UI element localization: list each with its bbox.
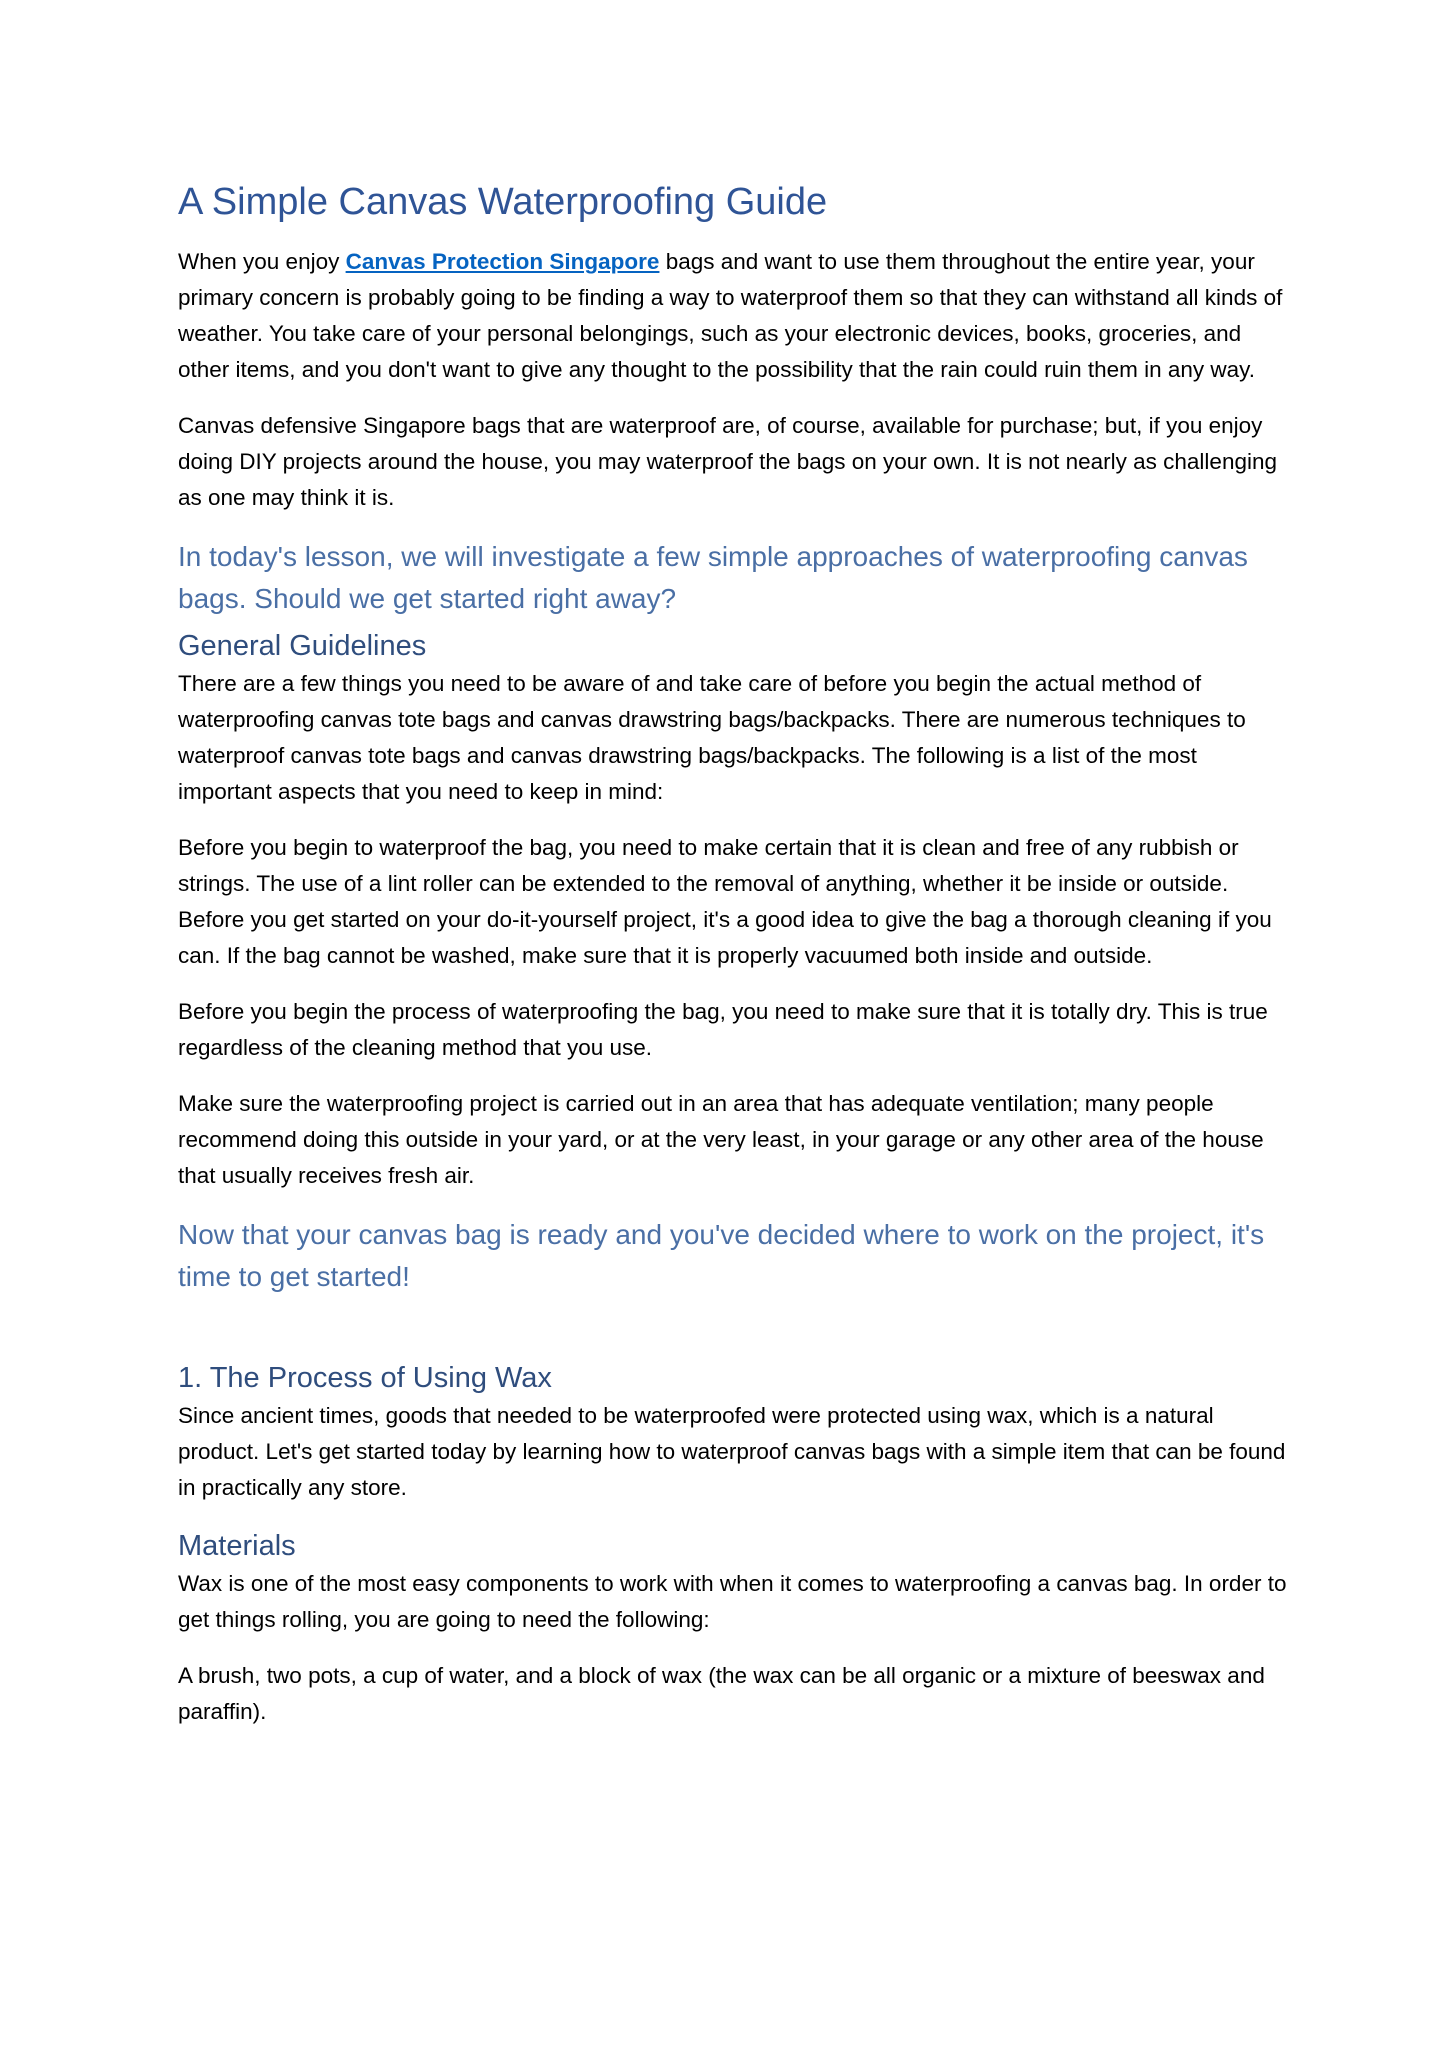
intro-text-end: bags and want to use them throughout the entire year, your primary concern is probably going to be finding a way to waterproof them so that they can withstand all kinds of weather. You take care of your personal belongings, such as your electronic devices, books, groceries, and other items, and you don't want to give any thought to the possibility that the rain could ruin them in any way. xyxy=(178,249,1283,382)
paragraph-ventilation: Make sure the waterproofing project is carried out in an area that has adequate ventilation; many people recommend doing this outside in your yard, or at the very least, in your garage or any other area of the house that usually receives fresh air. xyxy=(178,1091,1264,1188)
paragraph-diy: Canvas defensive Singapore bags that are waterproof are, of course, available for purchase; but, if you enjoy doing DIY projects around the house, you may waterproof the bags on your own. It is not nearly as challenging as one may think it is. xyxy=(178,413,1277,510)
general-guidelines-heading: General Guidelines xyxy=(178,630,427,662)
page-title: A Simple Canvas Waterproofing Guide xyxy=(178,181,828,223)
get-started-subtitle: Now that your canvas bag is ready and you've decided where to work on the project, it's time to get started! xyxy=(178,1219,1265,1292)
wax-process-heading: 1. The Process of Using Wax xyxy=(178,1362,552,1394)
lesson-subtitle: In today's lesson, we will investigate a few simple approaches of waterproofing canvas bags. Should we get started right away? xyxy=(178,541,1248,614)
paragraph-wax-intro: Since ancient times, goods that needed to be waterproofed were protected using wax, which is a natural product. Let's get started today by learning how to waterproof canvas bags with a simple item that can be found in practically any store. xyxy=(178,1403,1286,1500)
paragraph-guidelines: There are a few things you need to be aware of and take care of before you begin the actual method of waterproofing canvas tote bags and canvas drawstring bags/backpacks. There are numerous techniques to waterproof canvas tote bags and canvas drawstring bags/backpacks. The following is a list of the most important aspects that you need to keep in mind: xyxy=(178,671,1246,804)
document-page xyxy=(178,170,1288,1750)
materials-heading: Materials xyxy=(178,1530,296,1562)
intro-paragraph xyxy=(178,244,1288,388)
paragraph-materials-list: A brush, two pots, a cup of water, and a block of wax (the wax can be all organic or a mixture of beeswax and paraffin). xyxy=(178,1663,1265,1724)
paragraph-drying: Before you begin the process of waterproofing the bag, you need to make sure that it is totally dry. This is true regardless of the cleaning method that you use. xyxy=(178,999,1268,1060)
paragraph-materials-intro: Wax is one of the most easy components to work with when it comes to waterproofing a canvas bag. In order to get things rolling, you are going to need the following: xyxy=(178,1571,1287,1632)
intro-text-start: When you enjoy xyxy=(178,249,346,274)
paragraph-cleaning: Before you begin to waterproof the bag, you need to make certain that it is clean and free of any rubbish or strings. The use of a lint roller can be extended to the removal of anything, whether it be inside or outside. Before you get started on your do-it-yourself project, it's a good idea to give the bag a thorough cleaning if you can. If the bag cannot be washed, make sure that it is properly vacuumed both inside and outside. xyxy=(178,835,1272,968)
canvas-protection-singapore-link[interactable]: Canvas Protection Singapore xyxy=(345,249,660,274)
